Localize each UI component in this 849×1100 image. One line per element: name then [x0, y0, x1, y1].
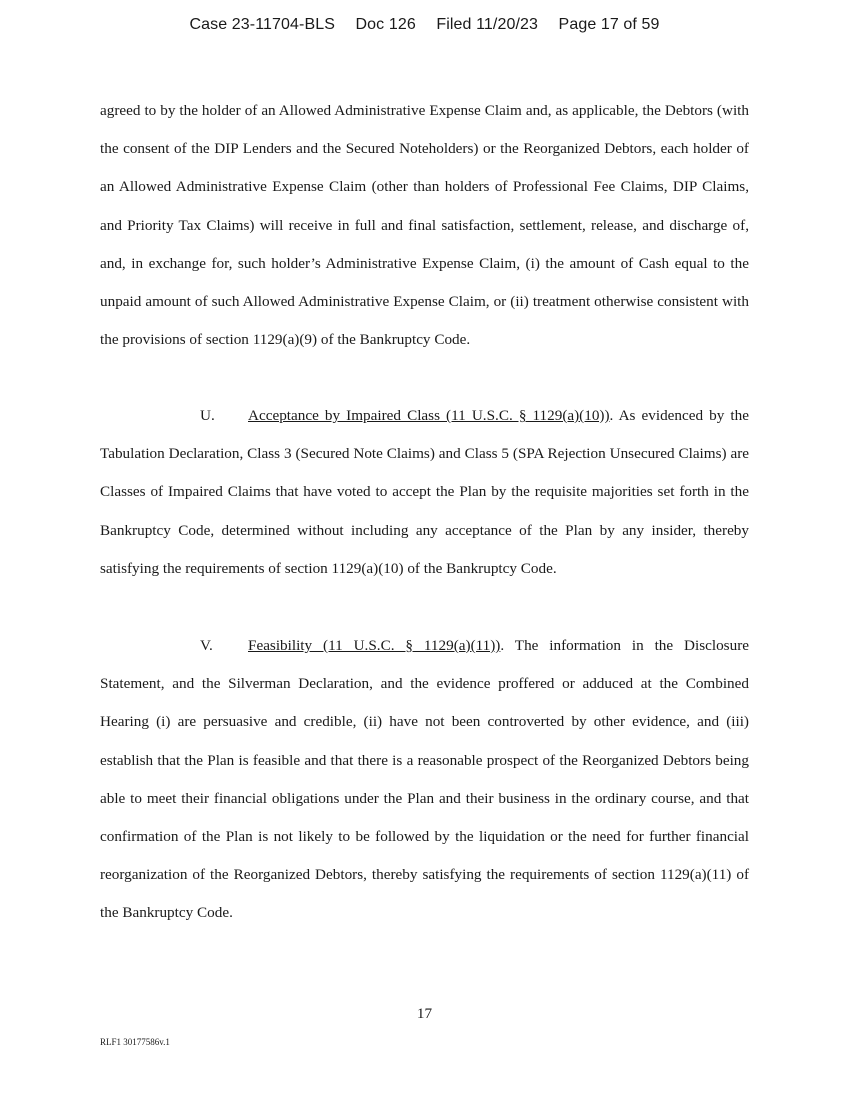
filed-date: Filed 11/20/23	[436, 16, 538, 33]
case-number: Case 23-11704-BLS	[189, 16, 335, 33]
section-u-heading: Acceptance by Impaired Class (11 U.S.C. § 1129(a)(10))	[248, 407, 610, 424]
section-v-body	[100, 627, 749, 933]
section-u-text: . As evidenced by the Tabulation Declaration, Class 3 (Secured Note Claims) and Class 5 (SPA Rejection Unsecured Claims) are Classes of Impaired Claims that have voted to accept the Plan by the requisite majorities set forth in the Bankruptcy Code, determined without including any acceptance of the Plan by any insider, thereby satisfying the requirements of section 1129(a)(10) of the Bankruptcy Code.	[100, 407, 749, 577]
section-v-paragraph	[100, 627, 749, 933]
continuation-text: agreed to by the holder of an Allowed Administrative Expense Claim and, as applicable, the Debtors (with the consent of the DIP Lenders and the Secured Noteholders) or the Reorganized Debtors, each holder of an Allowed Administrative Expense Claim (other than holders of Professional Fee Claims, DIP Claims, and Priority Tax Claims) will receive in full and final satisfaction, settlement, release, and discharge of, and, in exchange for, such holder’s Administrative Expense Claim, (i) the amount of Cash equal to the unpaid amount of such Allowed Administrative Expense Claim, or (ii) treatment otherwise consistent with the provisions of section 1129(a)(9) of the Bankruptcy Code.	[100, 102, 749, 349]
court-filing-header	[0, 16, 849, 34]
section-u-letter: U.	[200, 407, 215, 424]
section-v-text: . The information in the Disclosure Statement, and the Silverman Declaration, and the evidence proffered or adduced at the Combined Hearing (i) are persuasive and credible, (ii) have not been controverted by other evidence, and (iii) establish that the Plan is feasible and that there is a reasonable prospect of the Reorganized Debtors being able to meet their financial obligations under the Plan and their business in the ordinary course, and that confirmation of the Plan is not likely to be followed by the liquidation or the need for further financial reorganization of the Reorganized Debtors, thereby satisfying the requirements of section 1129(a)(11) of the Bankruptcy Code.	[100, 637, 749, 922]
section-u-paragraph	[100, 397, 749, 588]
section-u-body	[100, 397, 749, 588]
continuation-paragraph	[100, 92, 749, 359]
section-v-heading: Feasibility (11 U.S.C. § 1129(a)(11))	[248, 637, 501, 654]
section-v-letter: V.	[200, 637, 213, 654]
document-id: RLF1 30177586v.1	[100, 1037, 170, 1047]
page-of-total: Page 17 of 59	[558, 16, 660, 33]
page-number: 17	[416, 1005, 433, 1022]
doc-number: Doc 126	[355, 16, 416, 33]
